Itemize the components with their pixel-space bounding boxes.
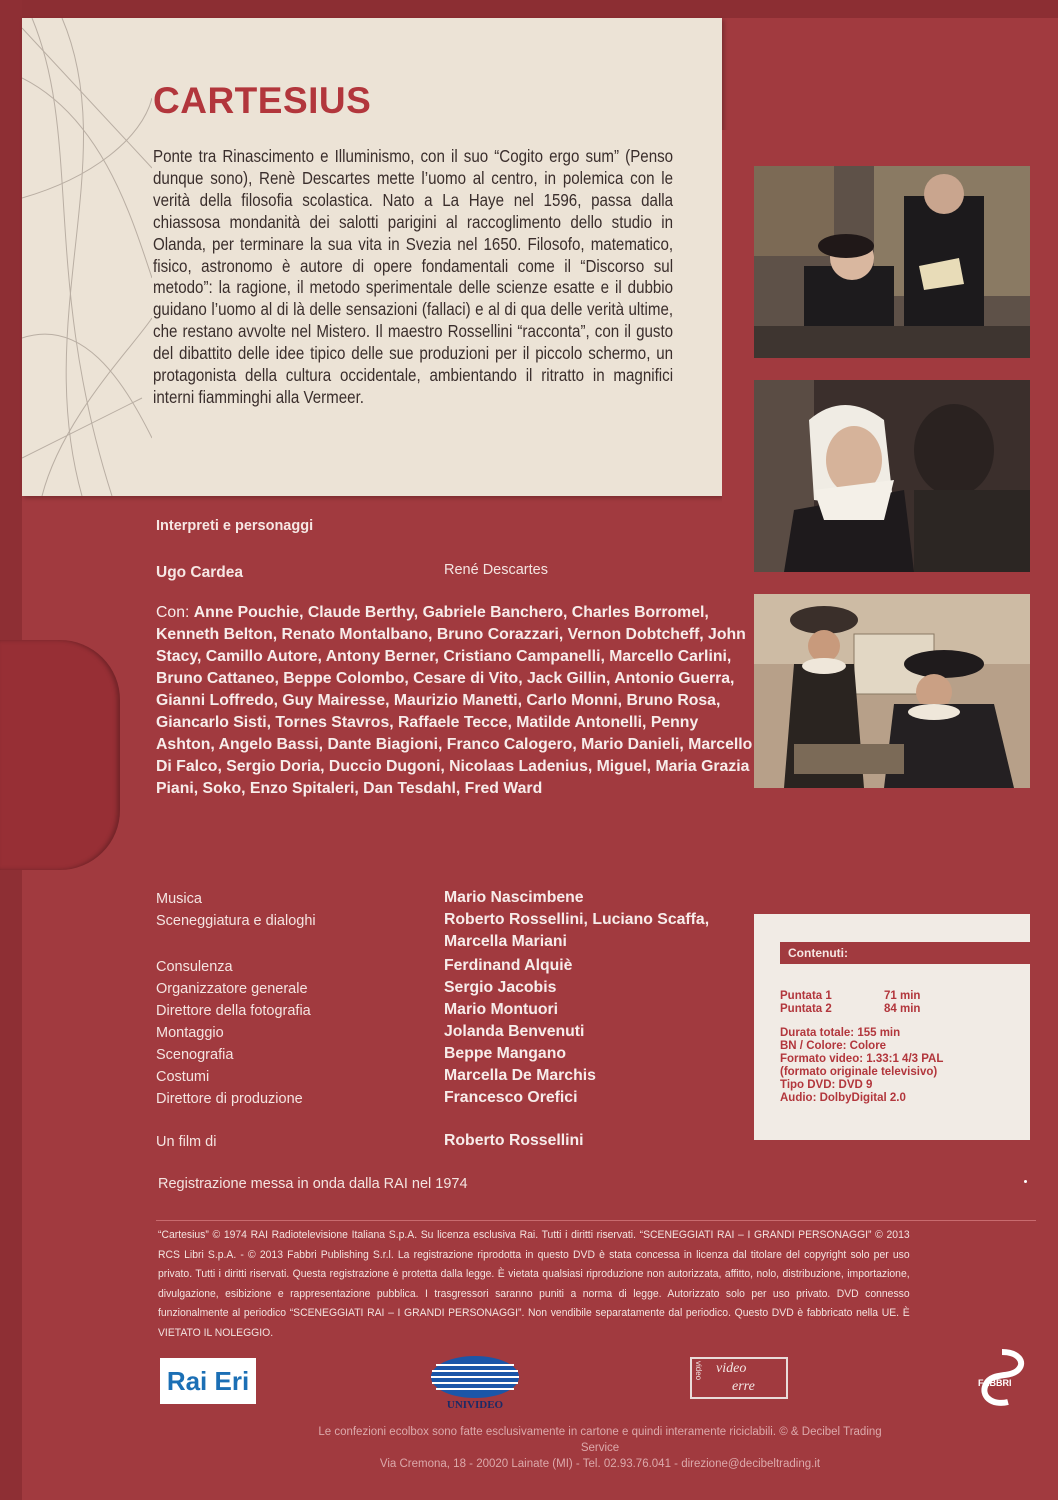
credit-role: Direttore della fotografia xyxy=(156,1003,311,1019)
case-thumb-notch xyxy=(0,640,120,870)
credit-name: Beppe Mangano xyxy=(444,1045,566,1062)
cast-heading: Interpreti e personaggi xyxy=(156,518,314,534)
dot-mark xyxy=(1024,1180,1027,1183)
spec-line: Formato video: 1.33:1 4/3 PAL xyxy=(780,1053,944,1065)
credit-name: Sergio Jacobis xyxy=(444,979,557,996)
page-title: CARTESIUS xyxy=(153,80,372,121)
divider xyxy=(156,1220,1036,1221)
rv-side-text: video xyxy=(694,1361,703,1381)
case-top-edge xyxy=(0,0,1058,18)
episode-row xyxy=(780,990,943,1003)
credit-role: Scenografia xyxy=(156,1047,234,1063)
contents-details xyxy=(780,990,943,1105)
broadcast-note: Registrazione messa in onda dalla RAI nel 1974 xyxy=(158,1176,468,1192)
credit-role: Direttore di produzione xyxy=(156,1091,303,1107)
credit-name: Francesco Orefici xyxy=(444,1089,578,1106)
contents-box xyxy=(754,914,1030,1140)
episode-duration: 71 min xyxy=(884,990,921,1002)
fabbri-logo xyxy=(972,1348,1032,1408)
credit-role: Organizzatore generale xyxy=(156,981,308,997)
lead-role: René Descartes xyxy=(444,562,548,578)
rv-main-text: video xyxy=(716,1361,747,1376)
still-photo-1 xyxy=(754,166,1030,358)
footer-line-2: Via Cremona, 18 - 20020 Lainate (MI) - Tel. 02.93.76.041 - direzione@decibeltrading.it xyxy=(379,1458,821,1470)
fabbri-wordmark: FABBRI xyxy=(978,1378,1012,1388)
credit-name: Marcella De Marchis xyxy=(444,1067,596,1084)
episode-row xyxy=(780,1003,943,1016)
spec-line: (formato originale televisivo) xyxy=(780,1066,938,1078)
credit-name: Mario Nascimbene xyxy=(444,889,584,906)
credit-role: Consulenza xyxy=(156,959,233,975)
still-photo-3 xyxy=(754,594,1030,788)
credit-role: Sceneggiatura e dialoghi xyxy=(156,913,316,929)
wireframe-decoration xyxy=(22,18,152,496)
credit-name: Mario Montuori xyxy=(444,1001,559,1018)
episode-duration: 84 min xyxy=(884,1003,921,1015)
credit-role: Musica xyxy=(156,891,202,907)
cast-names: Anne Pouchie, Claude Berthy, Gabriele Banchero, Charles Borromel, Kenneth Belton, Renato Montalbano, Bruno Corazzari, Vernon Dobtcheff, John Stacy, Camillo Autore, Antony Berner, Cristiano Campanelli, Marcello Carlini, Bruno Cattaneo, Beppe Colombo, Cesare di Vito, Jack Gillin, Antonio Guerra, Gianni Loffredo, Guy Mairesse, Maurizio Manetti, Carlo Monni, Bruno Rosa, Giancarlo Sisti, Tornes Stavros, Raffaele Tecce, Matilde Antonelli, Penny Ashton, Angelo Bassi, Dante Biagioni, Franco Calogero, Mario Danieli, Marcello Di Falco, Sergio Doria, Duccio Dugoni, Nicolaas Ladenius, Miguel, Maria Grazia Piani, Soko, Enzo Spitaleri, Dan Tesdahl, Fred Ward xyxy=(156,604,753,797)
rai-eri-logo: Rai Eri xyxy=(160,1358,256,1404)
credit-name: Ferdinand Alquiè xyxy=(444,957,573,974)
legal-text: “Cartesius” © 1974 RAI Radiotelevisione Italiana S.p.A. Su licenza esclusiva Rai. Tutti i diritti riservati. “SCENEGGIATI RAI – I GRANDI PERSONAGGI” © 2013 RCS Libri S.p.A. - © 2013 Fabbri Publishing S.r.l. La registrazione riprodotta in questo DVD è stata concessa in licenza dal titolare del copyright solo per uso privato. Tutti i diritti riservati. Questa registrazione è protetta dalla legge. È vietata qualsiasi riproduzione non autorizzata, affitto, nolo, distribuzione, importazione, divulgazione, esibizione e rappresentazione pubblica. I trasgressori saranno puniti a norma di legge. Autorizzato solo per uso privato. DVD connesso funzionalmente al periodico “SCENEGGIATI RAI – I GRANDI PERSONAGGI”. Non vendibile separatamente dal periodico. Questo DVD è fabbricato nella UE. È VIETATO IL NOLEGGIO. xyxy=(158,1229,910,1339)
spec-line: BN / Colore: Colore xyxy=(780,1040,887,1052)
rv-sub-text: erre xyxy=(732,1379,755,1394)
cast-prefix: Con: xyxy=(156,604,194,621)
synopsis-text: Ponte tra Rinascimento e Illuminismo, con il suo “Cogito ergo sum” (Penso dunque sono), Renè Descartes mette l’uomo al centro, in polemica con le verità della filosofia scolastica. Nato a La Haye nel 1596, passa dalla chiassosa mondanità dei salotti parigini al raccoglimento dello studio in Olanda, per terminare la sua vita in Svezia nel 1650. Filosofo, matematico, fisico, astronomo è autore di opere fondamentali come il “Discorso sul metodo”: la ragione, il metodo sperimentale delle scienze esatte e il dubbio guidano l’uomo al di là delle sensazioni (fallaci) e al di qua delle verità ultime, che restano avvolte nel Mistero. Il maestro Rossellini “racconta”, con il gusto del dibattito delle idee tipico delle sue produzioni per il piccolo schermo, un protagonista della cultura occidentale, ambientando il ritratto in magnifici interni fiamminghi alla Vermeer. xyxy=(153,146,674,407)
episode-label: Puntata 1 xyxy=(780,990,832,1002)
spec-line: Audio: DolbyDigital 2.0 xyxy=(780,1092,906,1104)
univideo-logo xyxy=(430,1355,520,1413)
rv-videoerre-logo xyxy=(690,1357,788,1399)
lead-actor: Ugo Cardea xyxy=(156,564,243,581)
credit-role: Costumi xyxy=(156,1069,210,1085)
spec-line: Durata totale: 155 min xyxy=(780,1027,901,1039)
contents-heading: Contenuti: xyxy=(780,942,1030,964)
credit-name: Roberto Rossellini, Luciano Scaffa, Marcella Mariani xyxy=(444,911,710,950)
credit-role: Montaggio xyxy=(156,1025,224,1041)
spec-line: Tipo DVD: DVD 9 xyxy=(780,1079,873,1091)
footer xyxy=(300,1424,900,1472)
film-by-name: Roberto Rossellini xyxy=(444,1132,584,1149)
univideo-wordmark: UNIVIDEO xyxy=(446,1399,504,1411)
cast-list xyxy=(156,602,756,800)
credit-name: Jolanda Benvenuti xyxy=(444,1023,585,1040)
still-photo-2 xyxy=(754,380,1030,572)
film-by-label: Un film di xyxy=(156,1134,217,1150)
footer-line-1: Le confezioni ecolbox sono fatte esclusivamente in cartone e quindi interamente riciclabili. © & Decibel Trading Service xyxy=(318,1426,882,1454)
episode-label: Puntata 2 xyxy=(780,1003,832,1015)
